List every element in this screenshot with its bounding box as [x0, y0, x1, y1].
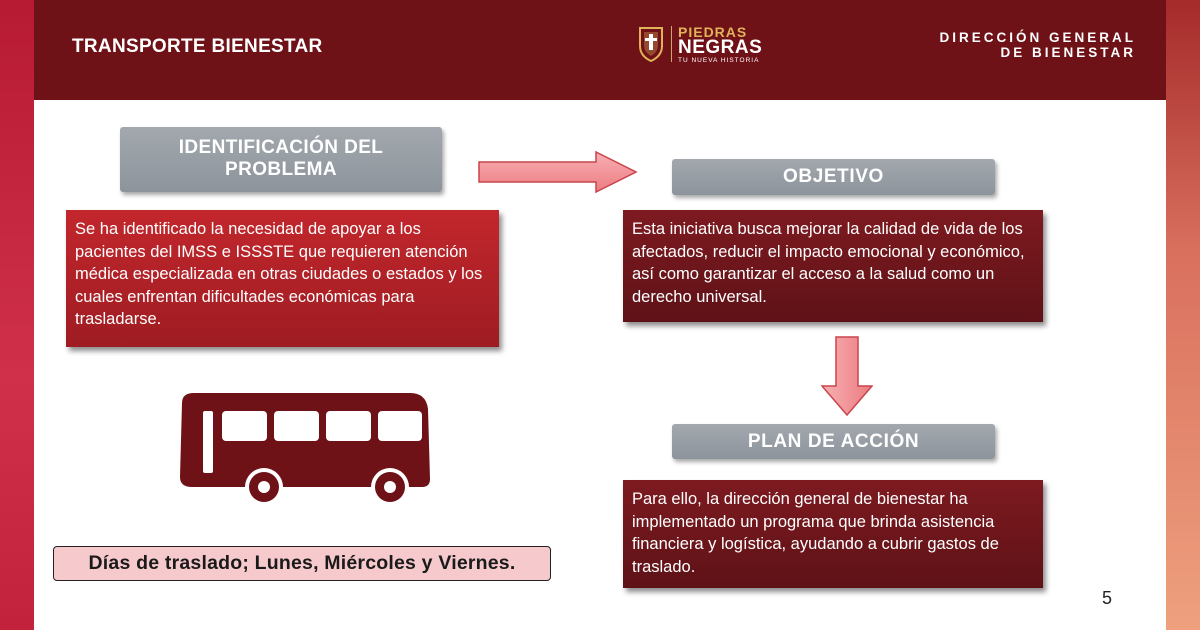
logo-text-main: NEGRAS	[678, 37, 763, 58]
department-line-2: DE BIENESTAR	[1000, 45, 1136, 60]
logo-tagline: TU NUEVA HISTORIA	[678, 57, 760, 64]
problem-heading-line-1: IDENTIFICACIÓN DEL	[178, 137, 384, 158]
department-name	[939, 30, 1136, 60]
slide	[34, 0, 1166, 630]
right-edge-decoration	[1166, 0, 1200, 630]
objective-heading: OBJETIVO	[672, 159, 995, 195]
header-bar	[34, 0, 1166, 100]
slide-title: TRANSPORTE BIENESTAR	[72, 36, 323, 57]
piedras-negras-logo	[638, 22, 818, 72]
arrow-right-icon	[478, 151, 638, 193]
left-edge-decoration	[0, 0, 34, 630]
problem-text-box: Se ha identificado la necesidad de apoyar a los pacientes del IMSS e ISSSTE que requieren atención médica especializada en otras ciudades o estados y los cuales enfrentan dificultades económicas para trasladarse.	[66, 210, 499, 347]
action-plan-text-box: Para ello, la dirección general de bienestar ha implementado un programa que brinda asistencia financiera y logística, ayudando a cubrir gastos de traslado.	[623, 480, 1043, 588]
transfer-days-label: Días de traslado; Lunes, Miércoles y Viernes.	[53, 546, 551, 581]
problem-heading-line-2: PROBLEMA	[225, 159, 337, 180]
action-plan-heading: PLAN DE ACCIÓN	[672, 424, 995, 459]
problem-heading	[120, 127, 442, 192]
arrow-down-icon	[821, 336, 873, 416]
page-number: 5	[1102, 588, 1113, 608]
logo-separator	[671, 26, 672, 62]
logo-text-top: PIEDRAS	[678, 24, 748, 40]
objective-text-box: Esta iniciativa busca mejorar la calidad de vida de los afectados, reducir el impacto emocional y económico, así como garantizar el acceso a la salud como un derecho universal.	[623, 210, 1043, 322]
coat-of-arms-icon	[638, 24, 664, 62]
bus-icon	[172, 387, 432, 507]
department-line-1: DIRECCIÓN GENERAL	[939, 30, 1136, 45]
